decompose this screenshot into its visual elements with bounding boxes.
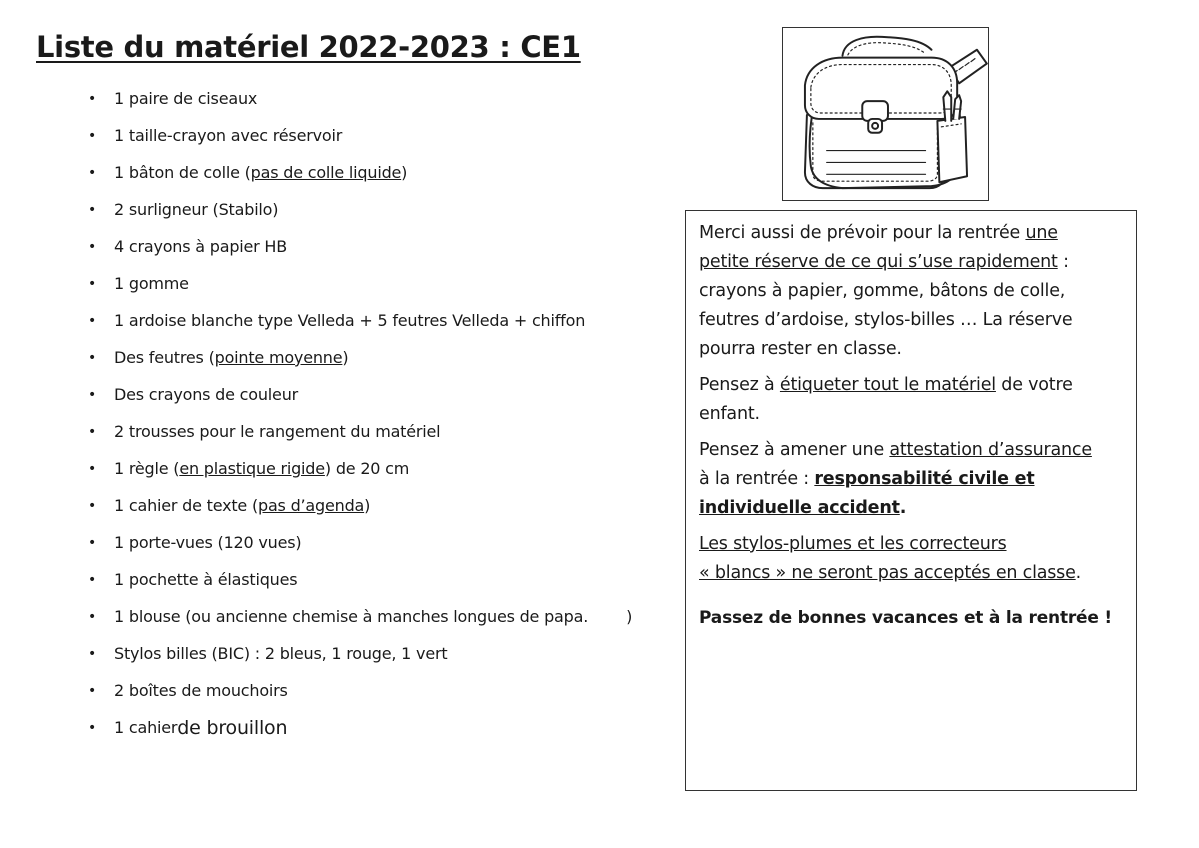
notice-text: Pensez à [699,375,780,395]
notice-underlined: une [1025,223,1058,243]
notice-text: enfant. [699,404,760,424]
notice-underlined: petite réserve de ce qui s’use rapidement [699,252,1058,272]
bullet-icon: • [88,90,97,107]
item-text: 1 pochette à élastiques [114,570,298,589]
item-text-large: de brouillon [177,716,288,739]
item-text: Stylos billes (BIC) : 2 bleus, 1 rouge, 1 vert [114,644,448,663]
notice-text: feutres d’ardoise, stylos-billes … La réserve [699,310,1073,330]
item-text: 2 trousses pour le rangement du matériel [114,422,441,441]
bullet-icon: • [88,571,97,588]
item-text-end: ) [401,163,408,182]
list-item [88,154,632,191]
list-item [88,413,632,450]
notice-text: . [899,498,907,518]
notice-text: : [1057,252,1069,272]
list-item [88,191,632,228]
bullet-icon: • [88,164,97,181]
item-text-end: ) [342,348,349,367]
bullet-icon: • [88,423,97,440]
bullet-icon: • [88,127,97,144]
bullet-icon: • [88,460,97,477]
item-text: 1 cahier de texte ( [114,496,258,515]
item-text: 1 taille-crayon avec réservoir [114,126,343,145]
bullet-icon: • [88,719,97,736]
bullet-icon: • [88,645,97,662]
list-item [88,117,632,154]
notice-text: . [1075,563,1082,583]
bullet-icon: • [88,608,97,625]
bullet-icon: • [88,349,97,366]
list-item [88,376,632,413]
notice-paragraph [699,371,1124,429]
list-item [88,450,632,487]
item-text: 1 blouse (ou ancienne chemise à manches longues de papa. [114,607,589,626]
item-text: 1 cahier [114,718,178,737]
item-text: 1 règle ( [114,459,180,478]
notice-paragraph [699,436,1124,523]
list-item [88,709,632,746]
notice-underlined: Les stylos-plumes et les correcteurs [699,534,1007,554]
item-underlined: en plastique rigide [179,459,325,478]
item-text: 2 boîtes de mouchoirs [114,681,288,700]
bullet-icon: • [88,312,97,329]
item-text: 1 porte-vues (120 vues) [114,533,302,552]
schoolbag-illustration [782,27,989,201]
bullet-icon: • [88,497,97,514]
notice-text: Merci aussi de prévoir pour la rentrée [699,223,1026,243]
item-text: 2 surligneur (Stabilo) [114,200,279,219]
notice-text: crayons à papier, gomme, bâtons de colle, [699,281,1066,301]
notice-paragraph [699,530,1124,588]
list-item [88,265,632,302]
item-text-end: ) de 20 cm [324,459,410,478]
notice-underlined: attestation d’assurance [889,440,1092,460]
notice-text: de votre [995,375,1073,395]
bullet-icon: • [88,238,97,255]
item-text: 4 crayons à papier HB [114,237,288,256]
item-text: Des feutres ( [114,348,215,367]
list-item [88,302,632,339]
bullet-icon: • [88,275,97,292]
bullet-icon: • [88,682,97,699]
item-text: 1 paire de ciseaux [114,89,258,108]
notice-bold-underlined: individuelle accident [699,498,900,518]
notice-bold-underlined: responsabilité civile et [814,469,1035,489]
list-item [88,672,632,709]
list-item [88,80,632,117]
list-item [88,561,632,598]
bullet-icon: • [88,201,97,218]
farewell-message: Passez de bonnes vacances et à la rentrée ! [699,608,1112,628]
list-item [88,339,632,376]
list-item [88,228,632,265]
bullet-icon: • [88,386,97,403]
item-text-end: ) [364,496,371,515]
item-underlined: pas de colle liquide [250,163,402,182]
list-item [88,635,632,672]
notice-text: à la rentrée : [699,469,815,489]
list-item [88,524,632,561]
item-text: Des crayons de couleur [114,385,299,404]
item-underlined: pointe moyenne [214,348,343,367]
page-title: Liste du matériel 2022-2023 : CE1 [36,30,581,64]
item-text: 1 ardoise blanche type Velleda + 5 feutres Velleda + chiffon [114,311,586,330]
item-text: 1 gomme [114,274,189,293]
item-text: 1 bâton de colle ( [114,163,251,182]
list-item [88,487,632,524]
notice-box [685,210,1137,791]
bullet-icon: • [88,534,97,551]
supply-list [88,80,632,746]
notice-underlined: « blancs » ne seront pas acceptés en classe [699,563,1076,583]
notice-text: pourra rester en classe. [699,339,902,359]
schoolbag-icon [783,28,988,200]
item-underlined: pas d’agenda [258,496,365,515]
item-text-end: ) [626,607,633,626]
notice-text: Pensez à amener une [699,440,890,460]
notice-paragraph [699,219,1124,364]
notice-underlined: étiqueter tout le matériel [779,375,996,395]
list-item [88,598,632,635]
